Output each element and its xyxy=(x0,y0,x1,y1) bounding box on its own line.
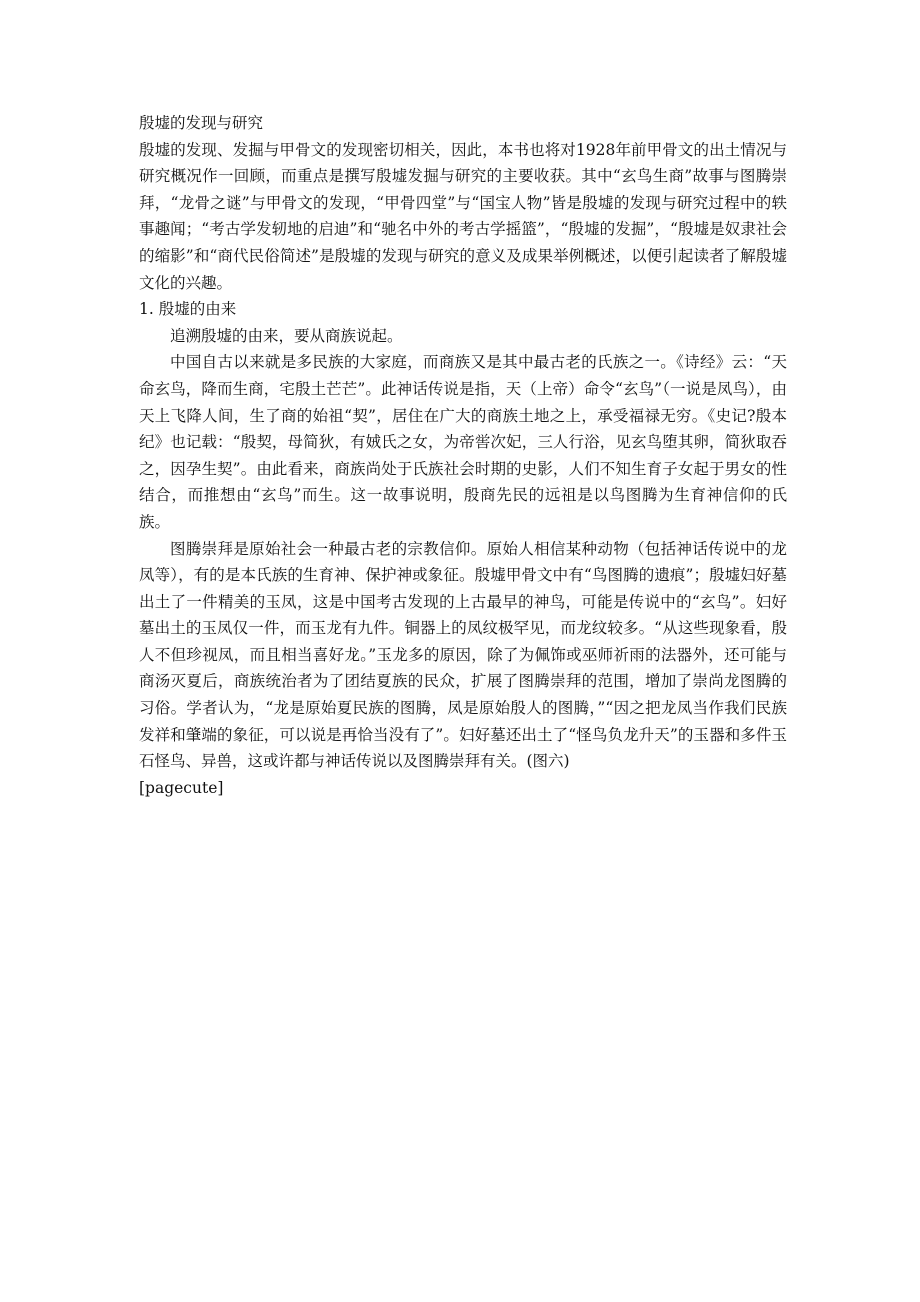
intro-paragraph: 殷墟的发现、发掘与甲骨文的发现密切相关，因此，本书也将对1928年前甲骨文的出土情况与研究概况作一回顾，而重点是撰写殷墟发掘与研究的主要收获。其中“玄鸟生商”故事与图腾崇拜，“龙骨之谜”与甲骨文的发现，“甲骨四堂”与“国宝人物”皆是殷墟的发现与研究过程中的轶事趣闻；“考古学发轫地的启迪”和“驰名中外的考古学摇篮”，“殷墟的发掘”，“殷墟是奴隶社会的缩影”和“商代民俗简述”是殷墟的发现与研究的意义及成果举例概述，以便引起读者了解殷墟文化的兴趣。 xyxy=(139,140,787,292)
body-paragraph: 图腾崇拜是原始社会一种最古老的宗教信仰。原始人相信某种动物（包括神话传说中的龙凤等），有的是本氏族的生育神、保护神或象征。殷墟甲骨文中有“鸟图腾的遗痕”；殷墟妇好墓出土了一件精美的玉凤，这是中国考古发现的上古最早的神鸟，可能是传说中的“玄鸟”。妇好墓出土的玉凤仅一件，而玉龙有九件。铜器上的凤纹极罕见，而龙纹较多。“从这些现象看，殷人不但珍视凤，而且相当喜好龙。”玉龙多的原因，除了为佩饰或巫师祈雨的法器外，还可能与商汤灭夏后，商族统治者为了团结夏族的民众，扩展了图腾崇拜的范围，增加了崇尚龙图腾的习俗。学者认为，“龙是原始夏民族的图腾，凤是原始殷人的图腾，”“因之把龙凤当作我们民族发祥和肇端的象征，可以说是再恰当没有了”。妇好墓还出土了“怪鸟负龙升天”的玉器和多件玉石怪鸟、异兽，这或许都与神话传说以及图腾崇拜有关。(图六) xyxy=(139,539,787,771)
body-paragraph: 追溯殷墟的由来，要从商族说起。 xyxy=(170,326,403,345)
section-heading: 1. 殷墟的由来 xyxy=(139,300,237,319)
document-body xyxy=(139,110,787,801)
body-paragraph: 中国自古以来就是多民族的大家庭，而商族又是其中最古老的氏族之一。《诗经》云：“天命玄鸟，降而生商，宅殷土芒芒”。此神话传说是指，天（上帝）命令“玄鸟”（一说是凤鸟），由天上飞降人间，生了商的始祖“契”，居住在广大的商族土地之上，承受福禄无穷。《史记?殷本纪》也记载：“殷契，母简狄，有娀氏之女，为帝喾次妃，三人行浴，见玄鸟堕其卵，简狄取吞之，因孕生契”。由此看来，商族尚处于氏族社会时期的史影，人们不知生育子女起于男女的性结合，而推想由“玄鸟”而生。这一故事说明，殷商先民的远祖是以鸟图腾为生育神信仰的氏族。 xyxy=(139,353,787,531)
document-title: 殷墟的发现与研究 xyxy=(139,114,264,132)
page-break-marker: [pagecute] xyxy=(139,778,224,797)
